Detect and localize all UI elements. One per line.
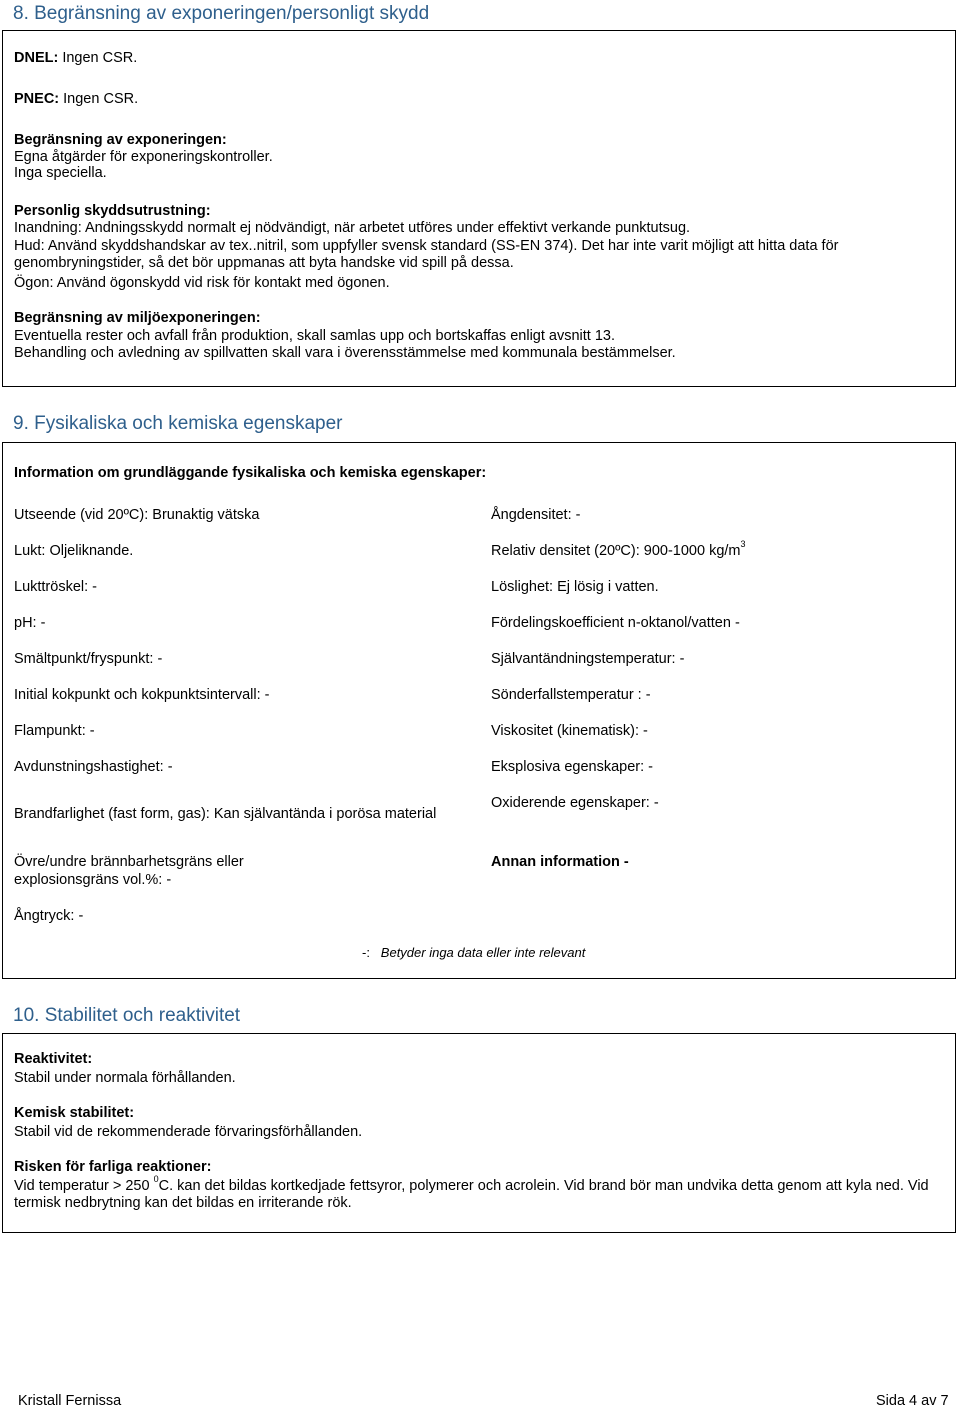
ppe-eyes: Ögon: Använd ögonskydd vid risk för kontakt med ögonen. [14,275,390,291]
exposure-line-1: Egna åtgärder för exponeringskontroller. [14,149,273,165]
prop-decomposition: Sönderfallstemperatur : - [491,687,651,703]
pnec-label: PNEC: [14,91,60,107]
prop-relative-density: Relativ densitet (20ºC): 900-1000 kg/m [491,543,741,559]
ppe-hands: Hud: Använd skyddshandskar av tex..nitril, som uppfyller svensk standard (SS-EN 374). Det har inte varit möjligt att hitta data för genombryningstider, så det bör uppmanas att byta handske vid spill på dessa. [14,238,839,271]
reactivity-label: Reaktivitet: [14,1051,93,1067]
prop-odor: Lukt: Oljeliknande. [14,543,134,559]
dnel-row [14,50,137,67]
stability-text: Stabil vid de rekommenderade förvaringsförhållanden. [14,1124,363,1140]
dnel-label: DNEL: [14,50,59,66]
hazard-text-post: C. kan det bildas kortkedjade fettsyror, polymerer och acrolein. Vid brand bör man undvika detta genom att kyla ned. Vid termisk nedbrytning kan det bildas en irriterande rök. [14,1178,929,1211]
reactivity-text: Stabil under normala förhållanden. [14,1070,236,1086]
prop-ph: pH: - [14,615,46,631]
prop-odor-threshold: Lukttröskel: - [14,579,97,595]
prop-flammability: Brandfarlighet (fast form, gas): Kan självantända i porösa material [14,806,437,822]
prop-evaporation-rate: Avdunstningshastighet: - [14,759,173,775]
prop-flash-point: Flampunkt: - [14,723,95,739]
section-10-box [2,1033,956,1233]
prop-vapour-pressure: Ångtryck: - [14,908,84,924]
section-9-box [2,442,956,979]
section-9-title: 9. Fysikaliska och kemiska egenskaper [13,413,343,434]
env-label: Begränsning av miljöexponeringen: [14,310,261,326]
prop-viscosity: Viskositet (kinematisk): - [491,723,648,739]
footer-page-number: Sida 4 av 7 [876,1393,949,1409]
section-8-title: 8. Begränsning av exponeringen/personligt skydd [13,3,430,24]
env-line-2: Behandling och avledning av spillvatten skall vara i överensstämmelse med kommunala bestämmelser. [14,345,676,361]
pnec-value: Ingen CSR. [59,91,139,107]
prop-partition-coefficient: Fördelingskoefficient n-oktanol/vatten - [491,615,740,631]
legend-symbol: -: [362,945,370,960]
other-information: Annan information - [491,854,629,870]
legend-note [362,944,585,961]
legend-text: Betyder inga data eller inte relevant [380,945,586,960]
prop-explosion-limits-1: Övre/undre brännbarhetsgräns eller [14,854,244,870]
ppe-label: Personlig skyddsutrustning: [14,203,211,219]
prop-melting-point: Smältpunkt/fryspunkt: - [14,651,163,667]
prop-explosive: Eksplosiva egenskaper: - [491,759,653,775]
prop-explosion-limits-2: explosionsgräns vol.%: - [14,872,172,888]
hazard-reactions-label: Risken för farliga reaktioner: [14,1159,212,1175]
exposure-line-2: Inga speciella. [14,165,107,181]
prop-vapour-density: Ångdensitet: - [491,507,581,523]
prop-relative-density-row [491,539,746,560]
dnel-value: Ingen CSR. [58,50,138,66]
prop-oxidising: Oxiderende egenskaper: - [491,795,659,811]
exposure-label: Begränsning av exponeringen: [14,132,227,148]
hazard-reactions-text [14,1174,949,1212]
section-8-box [2,30,956,387]
section-10-title: 10. Stabilitet och reaktivitet [13,1005,241,1026]
env-line-1: Eventuella rester och avfall från produktion, skall samlas upp och bortskaffas enligt avsnitt 13. [14,328,615,344]
degree-superscript: 0 [153,1174,159,1185]
info-label: Information om grundläggande fysikaliska och kemiska egenskaper: [14,465,487,481]
ppe-breathing: Inandning: Andningsskydd normalt ej nödvändigt, när arbetet utföres under effektivt verkande punktutsug. [14,220,691,236]
prop-autoignition: Självantändningstemperatur: - [491,651,685,667]
footer-product-name: Kristall Fernissa [18,1393,122,1409]
stability-label: Kemisk stabilitet: [14,1105,135,1121]
hazard-text-pre: Vid temperatur > 250 [14,1178,154,1194]
prop-solubility: Löslighet: Ej lösig i vatten. [491,579,659,595]
prop-appearance: Utseende (vid 20ºC): Brunaktig vätska [14,507,260,523]
density-unit-exponent: 3 [740,539,746,550]
pnec-row [14,91,138,108]
prop-boiling-point: Initial kokpunkt och kokpunktsintervall: - [14,687,270,703]
